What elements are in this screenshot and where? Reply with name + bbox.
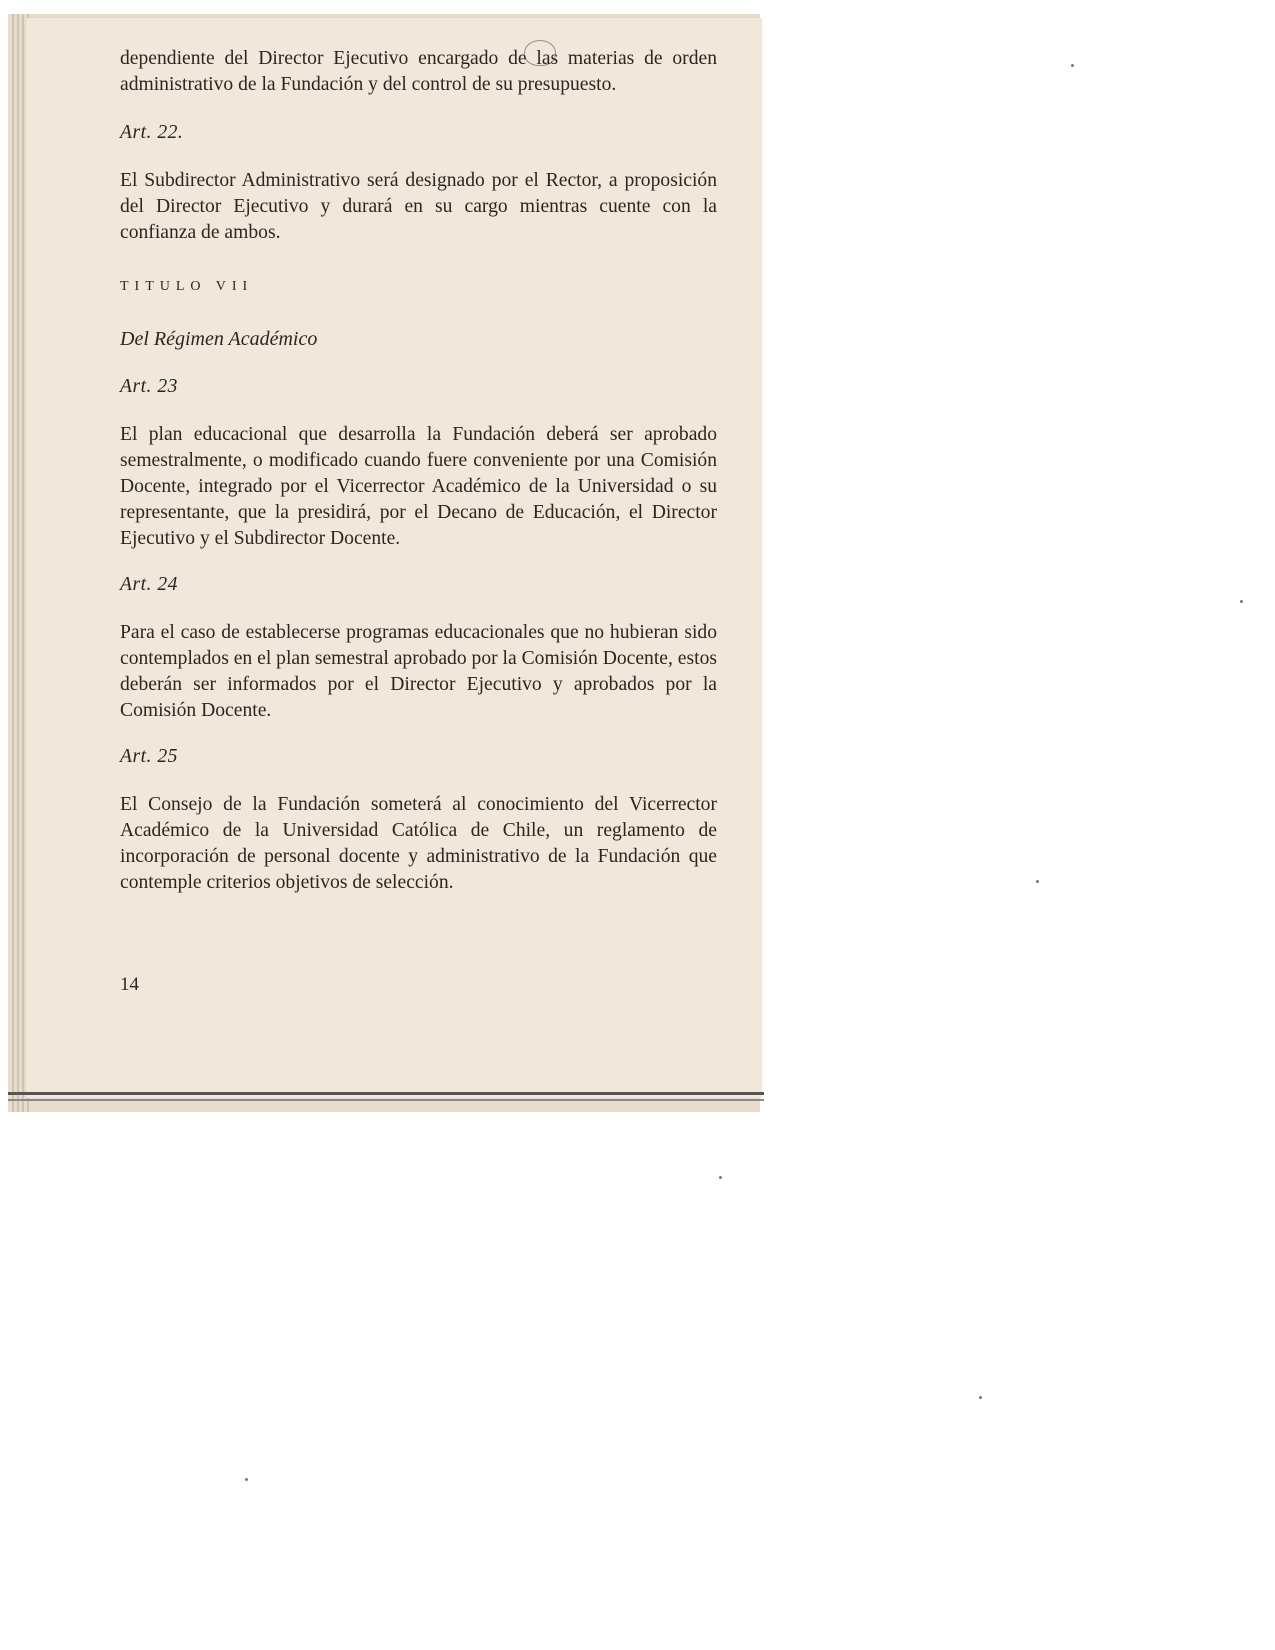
- scan-speck: [1036, 880, 1039, 883]
- scan-speck: [979, 1396, 982, 1399]
- scan-speck: [1071, 64, 1074, 67]
- section-title: TITULO VII: [120, 279, 254, 294]
- article-heading: Art. 25: [120, 746, 178, 767]
- article-heading: Art. 22.: [120, 122, 184, 143]
- page-body: [120, 46, 717, 896]
- page-number: 14: [120, 974, 139, 995]
- article-text: El Subdirector Administrativo será designado por el Rector, a proposición del Director Ejecutivo y durará en su cargo mientras cuente con la confianza de ambos.: [120, 170, 717, 243]
- article-text: El Consejo de la Fundación someterá al conocimiento del Vicerrector Académico de la Universidad Católica de Chile, un reglamento de incorporación de personal docente y administrativo de la Fundación que contemple criterios objetivos de selección.: [120, 794, 717, 893]
- article-heading: Art. 24: [120, 574, 178, 595]
- scan-speck: [719, 1176, 722, 1179]
- intro-paragraph: dependiente del Director Ejecutivo encargado de las materias de orden administrativo de la Fundación y del control de su presupuesto.: [120, 48, 717, 95]
- scan-speck: [245, 1478, 248, 1481]
- page-edge: [12, 14, 14, 1112]
- article-heading: Art. 23: [120, 376, 178, 397]
- article-text: Para el caso de establecerse programas educacionales que no hubieran sido contemplados en el plan semestral aprobado por la Comisión Docente, estos deberán ser informados por el Director Ejecutivo y aprobados por la Comisión Docente.: [120, 622, 717, 721]
- page-bottom-edge: [8, 1092, 764, 1095]
- page-bottom-edge-shadow: [8, 1099, 764, 1101]
- article-text: El plan educacional que desarrolla la Fundación deberá ser aprobado semestralmente, o modificado cuando fuere conveniente por una Comisión Docente, integrado por el Vicerrector Académico de la Universidad o su representante, que la presidirá, por el Decano de Educación, el Director Ejecutivo y el Subdirector Docente.: [120, 424, 717, 549]
- scan-speck: [1240, 600, 1243, 603]
- page-edge: [17, 14, 19, 1112]
- page-edge: [22, 14, 24, 1112]
- section-subtitle: Del Régimen Académico: [120, 328, 318, 350]
